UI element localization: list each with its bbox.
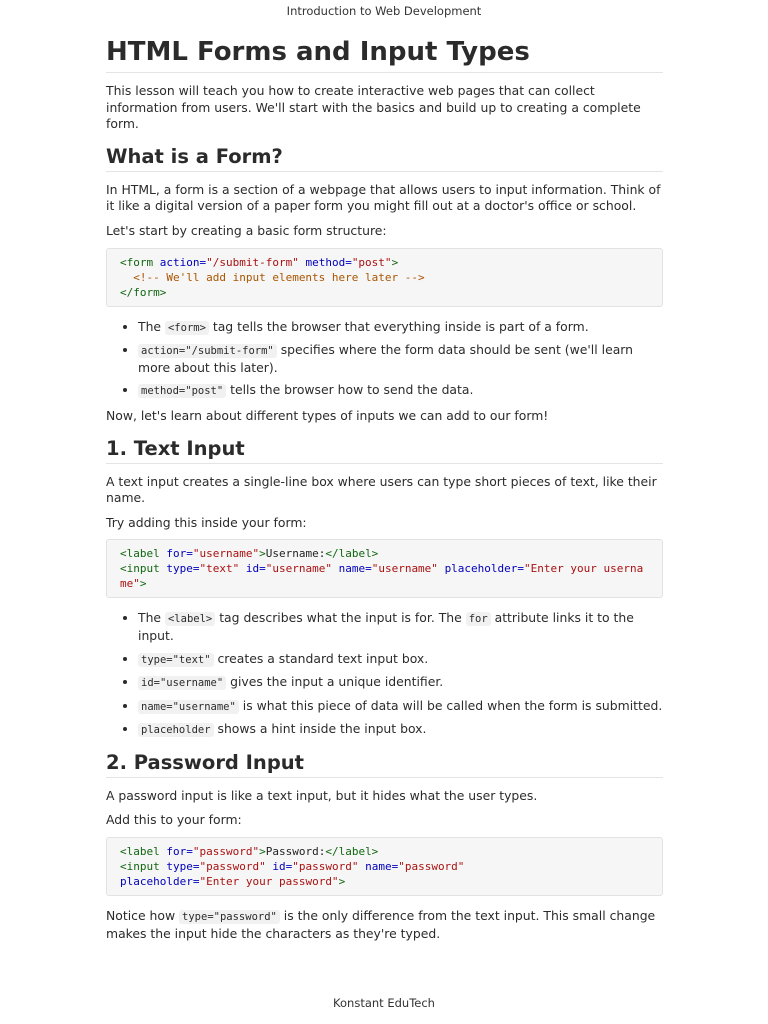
section-heading-form: What is a Form? [106, 145, 663, 172]
paragraph: Try adding this inside your form: [106, 514, 307, 530]
paragraph: In HTML, a form is a section of a webpage that allows users to input information. Think of it like a digital version of a paper form you might fill out at a doctor's office or school. [106, 181, 661, 214]
page-title: HTML Forms and Input Types [106, 36, 663, 73]
list-item: • name="username" is what this piece of data will be called when the form is submitted. [138, 698, 663, 716]
list-item: • id="username" gives the input a unique identifier. [138, 674, 663, 692]
list-item: • method="post" tells the browser how to send the data. [138, 382, 663, 400]
list-item: • placeholder shows a hint inside the input box. [138, 721, 663, 739]
list-item: • The <form> tag tells the browser that everything inside is part of a form. [138, 319, 663, 337]
lesson-content [106, 36, 663, 950]
list-item: • type="text" creates a standard text input box. [138, 651, 663, 669]
running-header: Introduction to Web Development [286, 4, 482, 18]
list-item: • The <label> tag describes what the input is for. The for attribute links it to the input. [138, 610, 663, 644]
intro-paragraph: This lesson will teach you how to create interactive web pages that can collect information from users. We'll start with the basics and build up to creating a complete form. [106, 83, 641, 132]
code-block-password-input: <label for="password">Password:</label> <input type="password" id="password" name="password" placeholder="Enter your password"> [106, 837, 663, 896]
running-footer: Konstant EduTech [333, 996, 435, 1010]
paragraph: Let's start by creating a basic form structure: [106, 222, 387, 238]
paragraph-notice: Notice how type="password" is the only difference from the text input. This small change makes the input hide the characters as they're typed. [106, 908, 656, 941]
code-block-text-input: <label for="username">Username:</label> <input type="text" id="username" name="username" placeholder="Enter your username"> [106, 539, 663, 598]
paragraph: Add this to your form: [106, 812, 242, 828]
paragraph: Now, let's learn about different types of inputs we can add to our form! [106, 407, 549, 423]
paragraph: A text input creates a single-line box where users can type short pieces of text, like their name. [106, 473, 657, 506]
section-heading-password-input: 2. Password Input [106, 751, 663, 778]
bullet-list [106, 610, 663, 739]
bullet-list [106, 319, 663, 400]
code-block-form: <form action="/submit-form" method="post"> <!-- We'll add input elements here later --> </form> [106, 248, 663, 307]
paragraph: A password input is like a text input, but it hides what the user types. [106, 787, 538, 803]
section-heading-text-input: 1. Text Input [106, 437, 663, 464]
list-item: • action="/submit-form" specifies where the form data should be sent (we'll learn more about this later). [138, 342, 663, 376]
